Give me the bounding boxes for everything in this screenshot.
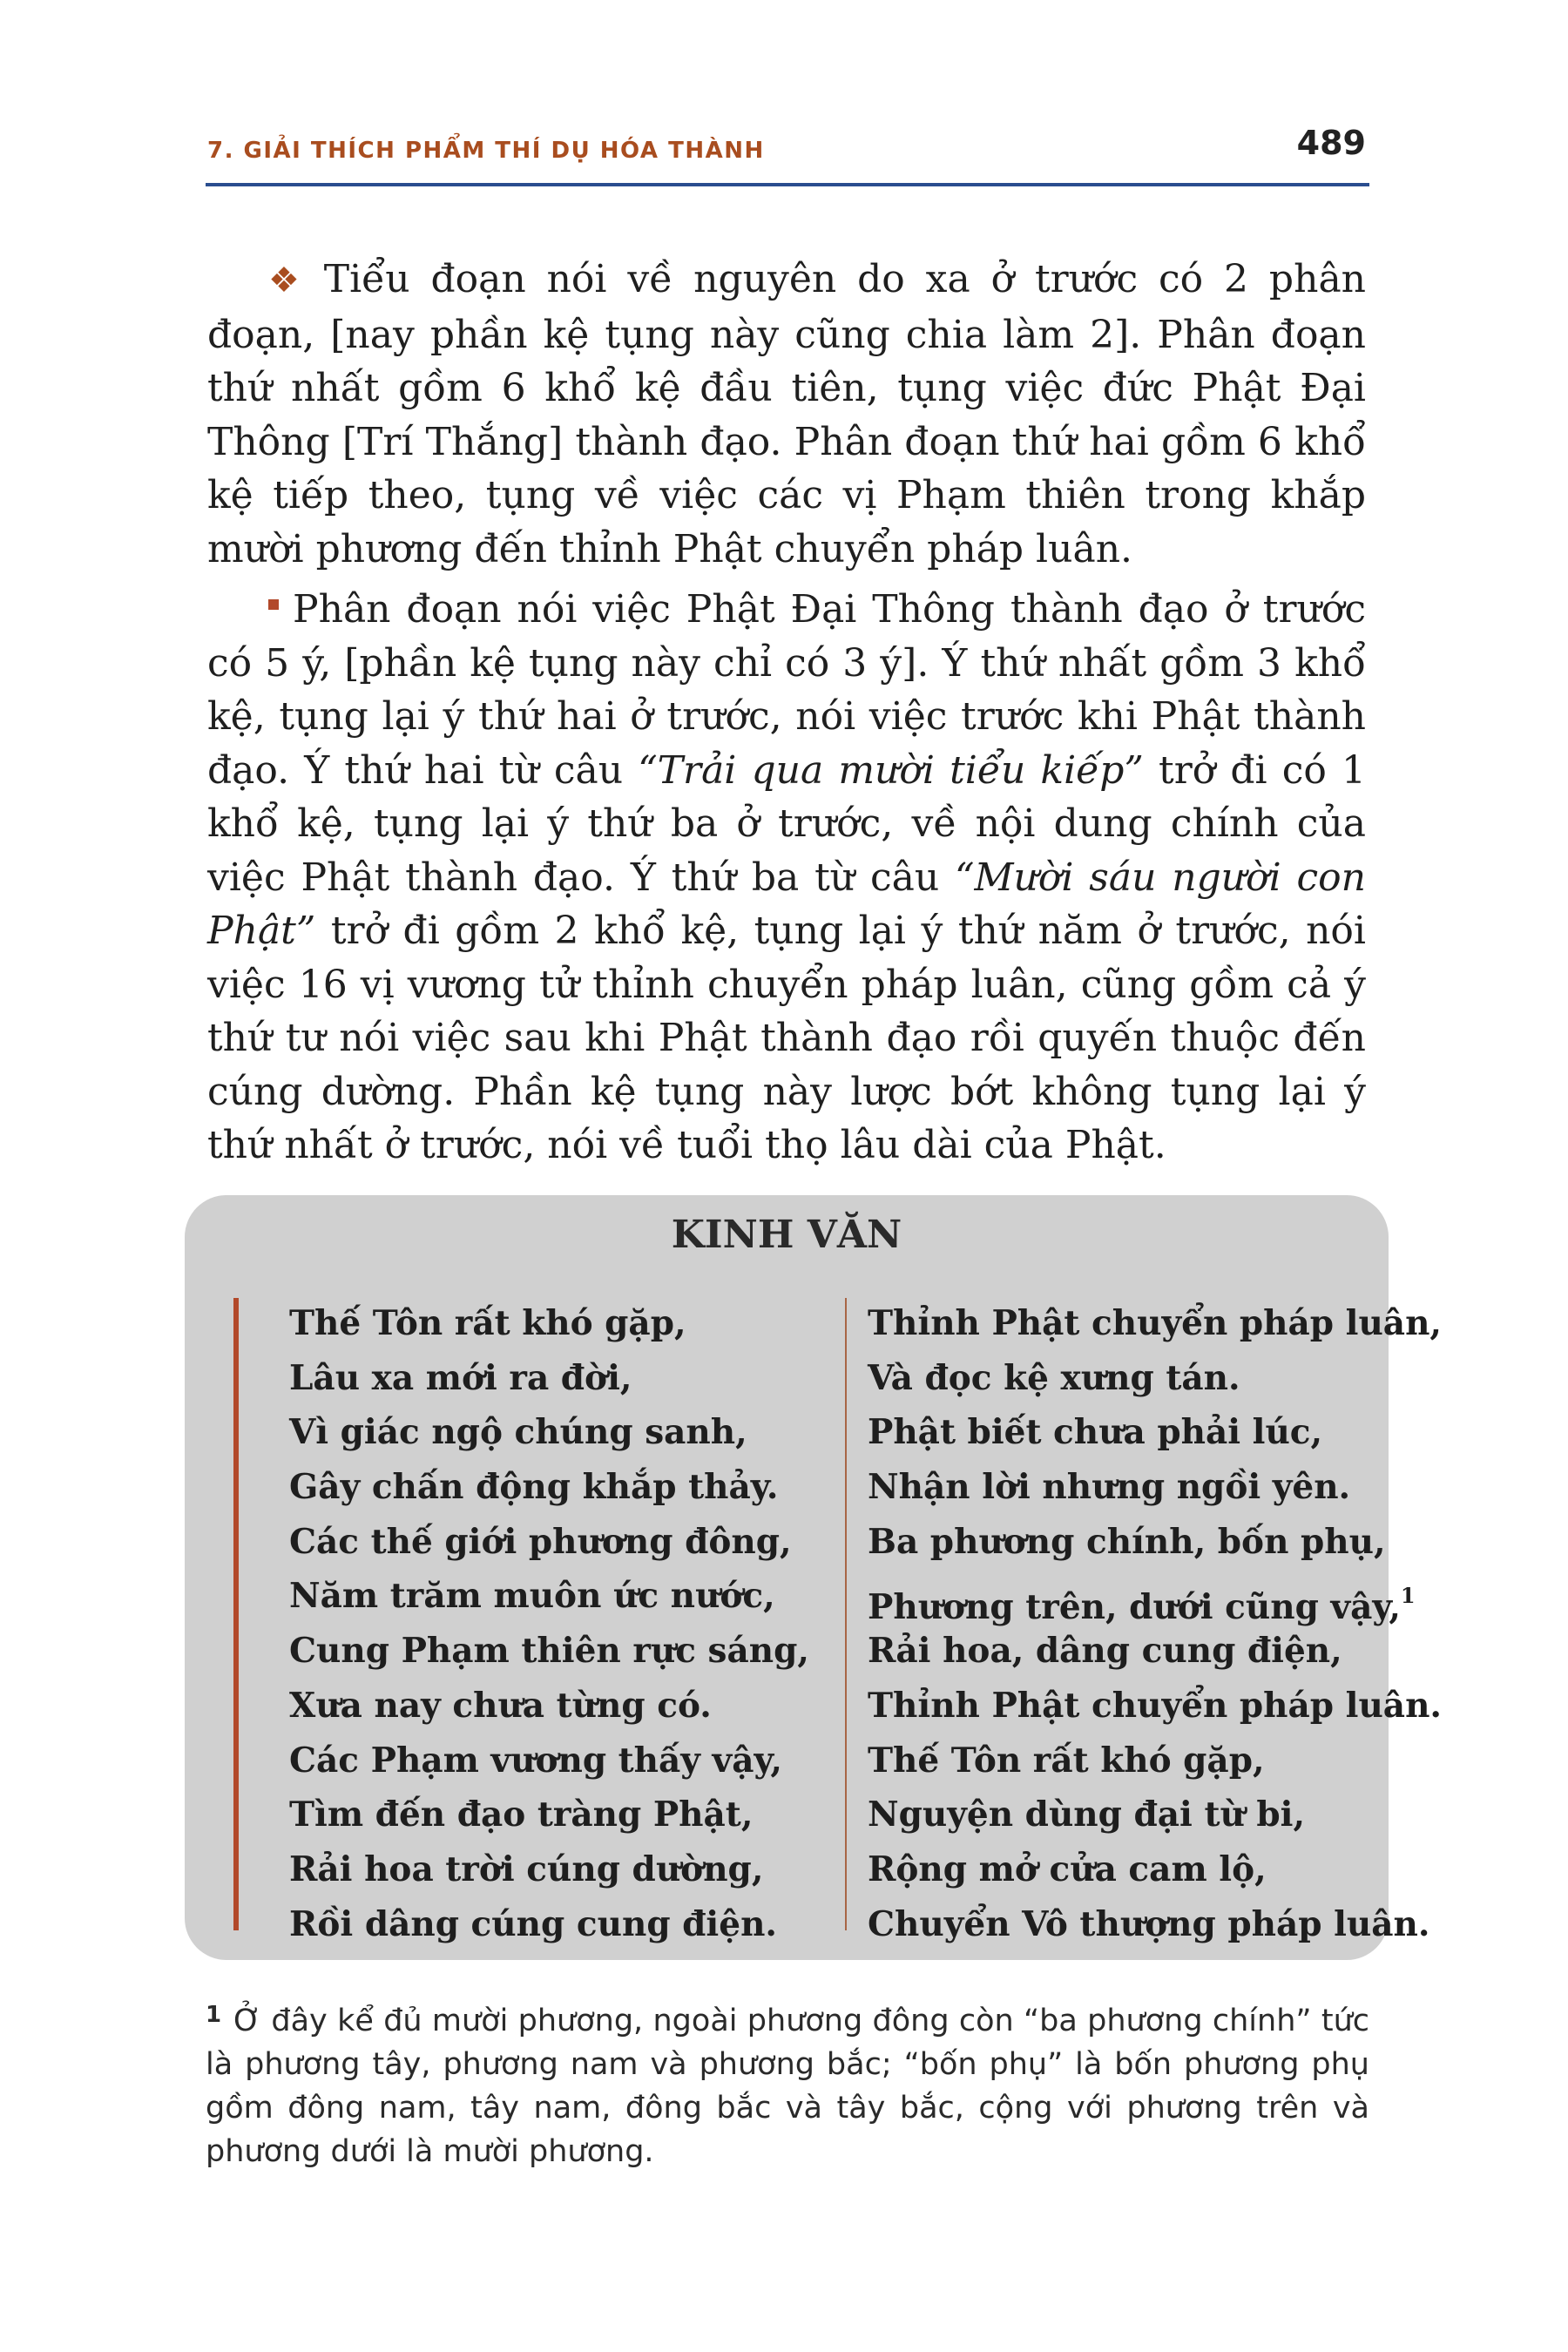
verse-line-text: Phương trên, dưới cũng vậy,	[868, 1587, 1401, 1628]
verse-line: Xưa nay chưa từng có.	[289, 1685, 712, 1726]
running-header	[206, 124, 1369, 186]
diamond-bullet-icon: ❖	[268, 260, 308, 301]
verse-line: Ba phương chính, bốn phụ,	[868, 1521, 1386, 1562]
verse-line: Các Phạm vương thấy vậy,	[289, 1740, 782, 1781]
paragraph-2-text-a: Phân đoạn nói việc Phật Đại Thông thành đạo ở trước có 5 ý, [phần kệ tụng này chỉ có 3 ý]. Ý thứ nhất gồm 3 khổ kệ, tụng lại ý thứ hai ở trước, nói việc trước khi Phật thành đạo. Ý thứ hai từ câu	[207, 587, 1366, 793]
verse-line: Rải hoa trời cúng dường,	[289, 1848, 764, 1889]
column-divider	[845, 1298, 847, 1930]
quote-2: “Mười sáu người con Phật”	[207, 855, 1366, 953]
body-text	[207, 253, 1366, 1179]
verse-line: Phật biết chưa phải lúc,	[868, 1412, 1323, 1453]
verse-line: Cung Phạm thiên rực sáng,	[289, 1631, 809, 1672]
verse-line: Thế Tôn rất khó gặp,	[289, 1303, 686, 1343]
paragraph-1	[207, 253, 1366, 576]
verse-line: Lâu xa mới ra đời,	[289, 1357, 632, 1398]
verse-line: Vì giác ngộ chúng sanh,	[289, 1412, 747, 1453]
kinh-van-box	[185, 1195, 1443, 1960]
verse-line: Gây chấn động khắp thảy.	[289, 1467, 779, 1508]
verse-line: Tìm đến đạo tràng Phật,	[289, 1794, 754, 1835]
footnote-mark: 1	[206, 2002, 222, 2028]
paragraph-1-text: Tiểu đoạn nói về nguyên do xa ở trước có 2 phân đoạn, [nay phần kệ tụng này cũng chia làm 2]. Phân đoạn thứ nhất gồm 6 khổ kệ đầu tiên, tụng việc đức Phật Đại Thông [Trí Thắng] thành đạo. Phân đoạn thứ hai gồm 6 khổ kệ tiếp theo, tụng về việc các vị Phạm thiên trong khắp mười phương đến thỉnh Phật chuyển pháp luân.	[207, 257, 1367, 571]
verse-line: Nguyện dùng đại từ bi,	[868, 1794, 1306, 1835]
footnote	[206, 1993, 1369, 2173]
verse-line: Thế Tôn rất khó gặp,	[868, 1740, 1265, 1781]
verse-column-left	[289, 1296, 809, 1951]
verse-line: Rộng mở cửa cam lộ,	[868, 1848, 1267, 1889]
verse-line: Rồi dâng cúng cung điện.	[289, 1903, 777, 1944]
chapter-title: 7. GIẢI THÍCH PHẨM THÍ DỤ HÓA THÀNH	[207, 138, 765, 164]
paragraph-2-text-c: trở đi gồm 2 khổ kệ, tụng lại ý thứ năm ở trước, nói việc 16 vị vương tử thỉnh chuyển pháp luân, cũng gồm cả ý thứ tư nói việc sau khi Phật thành đạo rồi quyến thuộc đến cúng dường. Phần kệ tụng này lược bớt không tụng lại ý thứ nhất ở trước, nói về tuổi thọ lâu dài của Phật.	[207, 909, 1366, 1167]
verse-line: Chuyển Vô thượng pháp luân.	[868, 1903, 1430, 1944]
verse-line: Nhận lời nhưng ngồi yên.	[868, 1467, 1351, 1508]
verse-line: Và đọc kệ xưng tán.	[868, 1357, 1240, 1398]
square-bullet-icon	[268, 599, 279, 610]
footnote-text: Ở đây kể đủ mười phương, ngoài phương đông còn “ba phương chính” tức là phương tây, phương nam và phương bắc; “bốn phụ” là bốn phương phụ gồm đông nam, tây nam, đông bắc và tây bắc, cộng với phương trên và phương dưới là mười phương.	[206, 2004, 1369, 2169]
verse-line: Thỉnh Phật chuyển pháp luân.	[868, 1685, 1443, 1726]
page-number: 489	[1296, 124, 1366, 162]
paragraph-2-text-b: trở đi có 1 khổ kệ, tụng lại ý thứ ba ở trước, về nội dung chính của việc Phật thành đạo. Ý thứ ba từ câu	[207, 747, 1366, 900]
verse-line: Rải hoa, dâng cung điện,	[868, 1631, 1342, 1672]
verse-column-right	[868, 1296, 1442, 1951]
left-accent-bar	[233, 1298, 239, 1930]
verse-line-with-footnote	[868, 1569, 1442, 1628]
paragraph-2	[207, 583, 1366, 1173]
kinh-van-title: KINH VĂN	[671, 1213, 902, 1257]
verse-line: Thỉnh Phật chuyển pháp luân,	[868, 1303, 1443, 1343]
verse-line: Năm trăm muôn ức nước,	[289, 1576, 775, 1617]
footnote-reference[interactable]: 1	[1400, 1583, 1416, 1609]
verse-line: Các thế giới phương đông,	[289, 1521, 792, 1562]
quote-1: “Trải qua mười tiểu kiếp”	[638, 747, 1144, 793]
